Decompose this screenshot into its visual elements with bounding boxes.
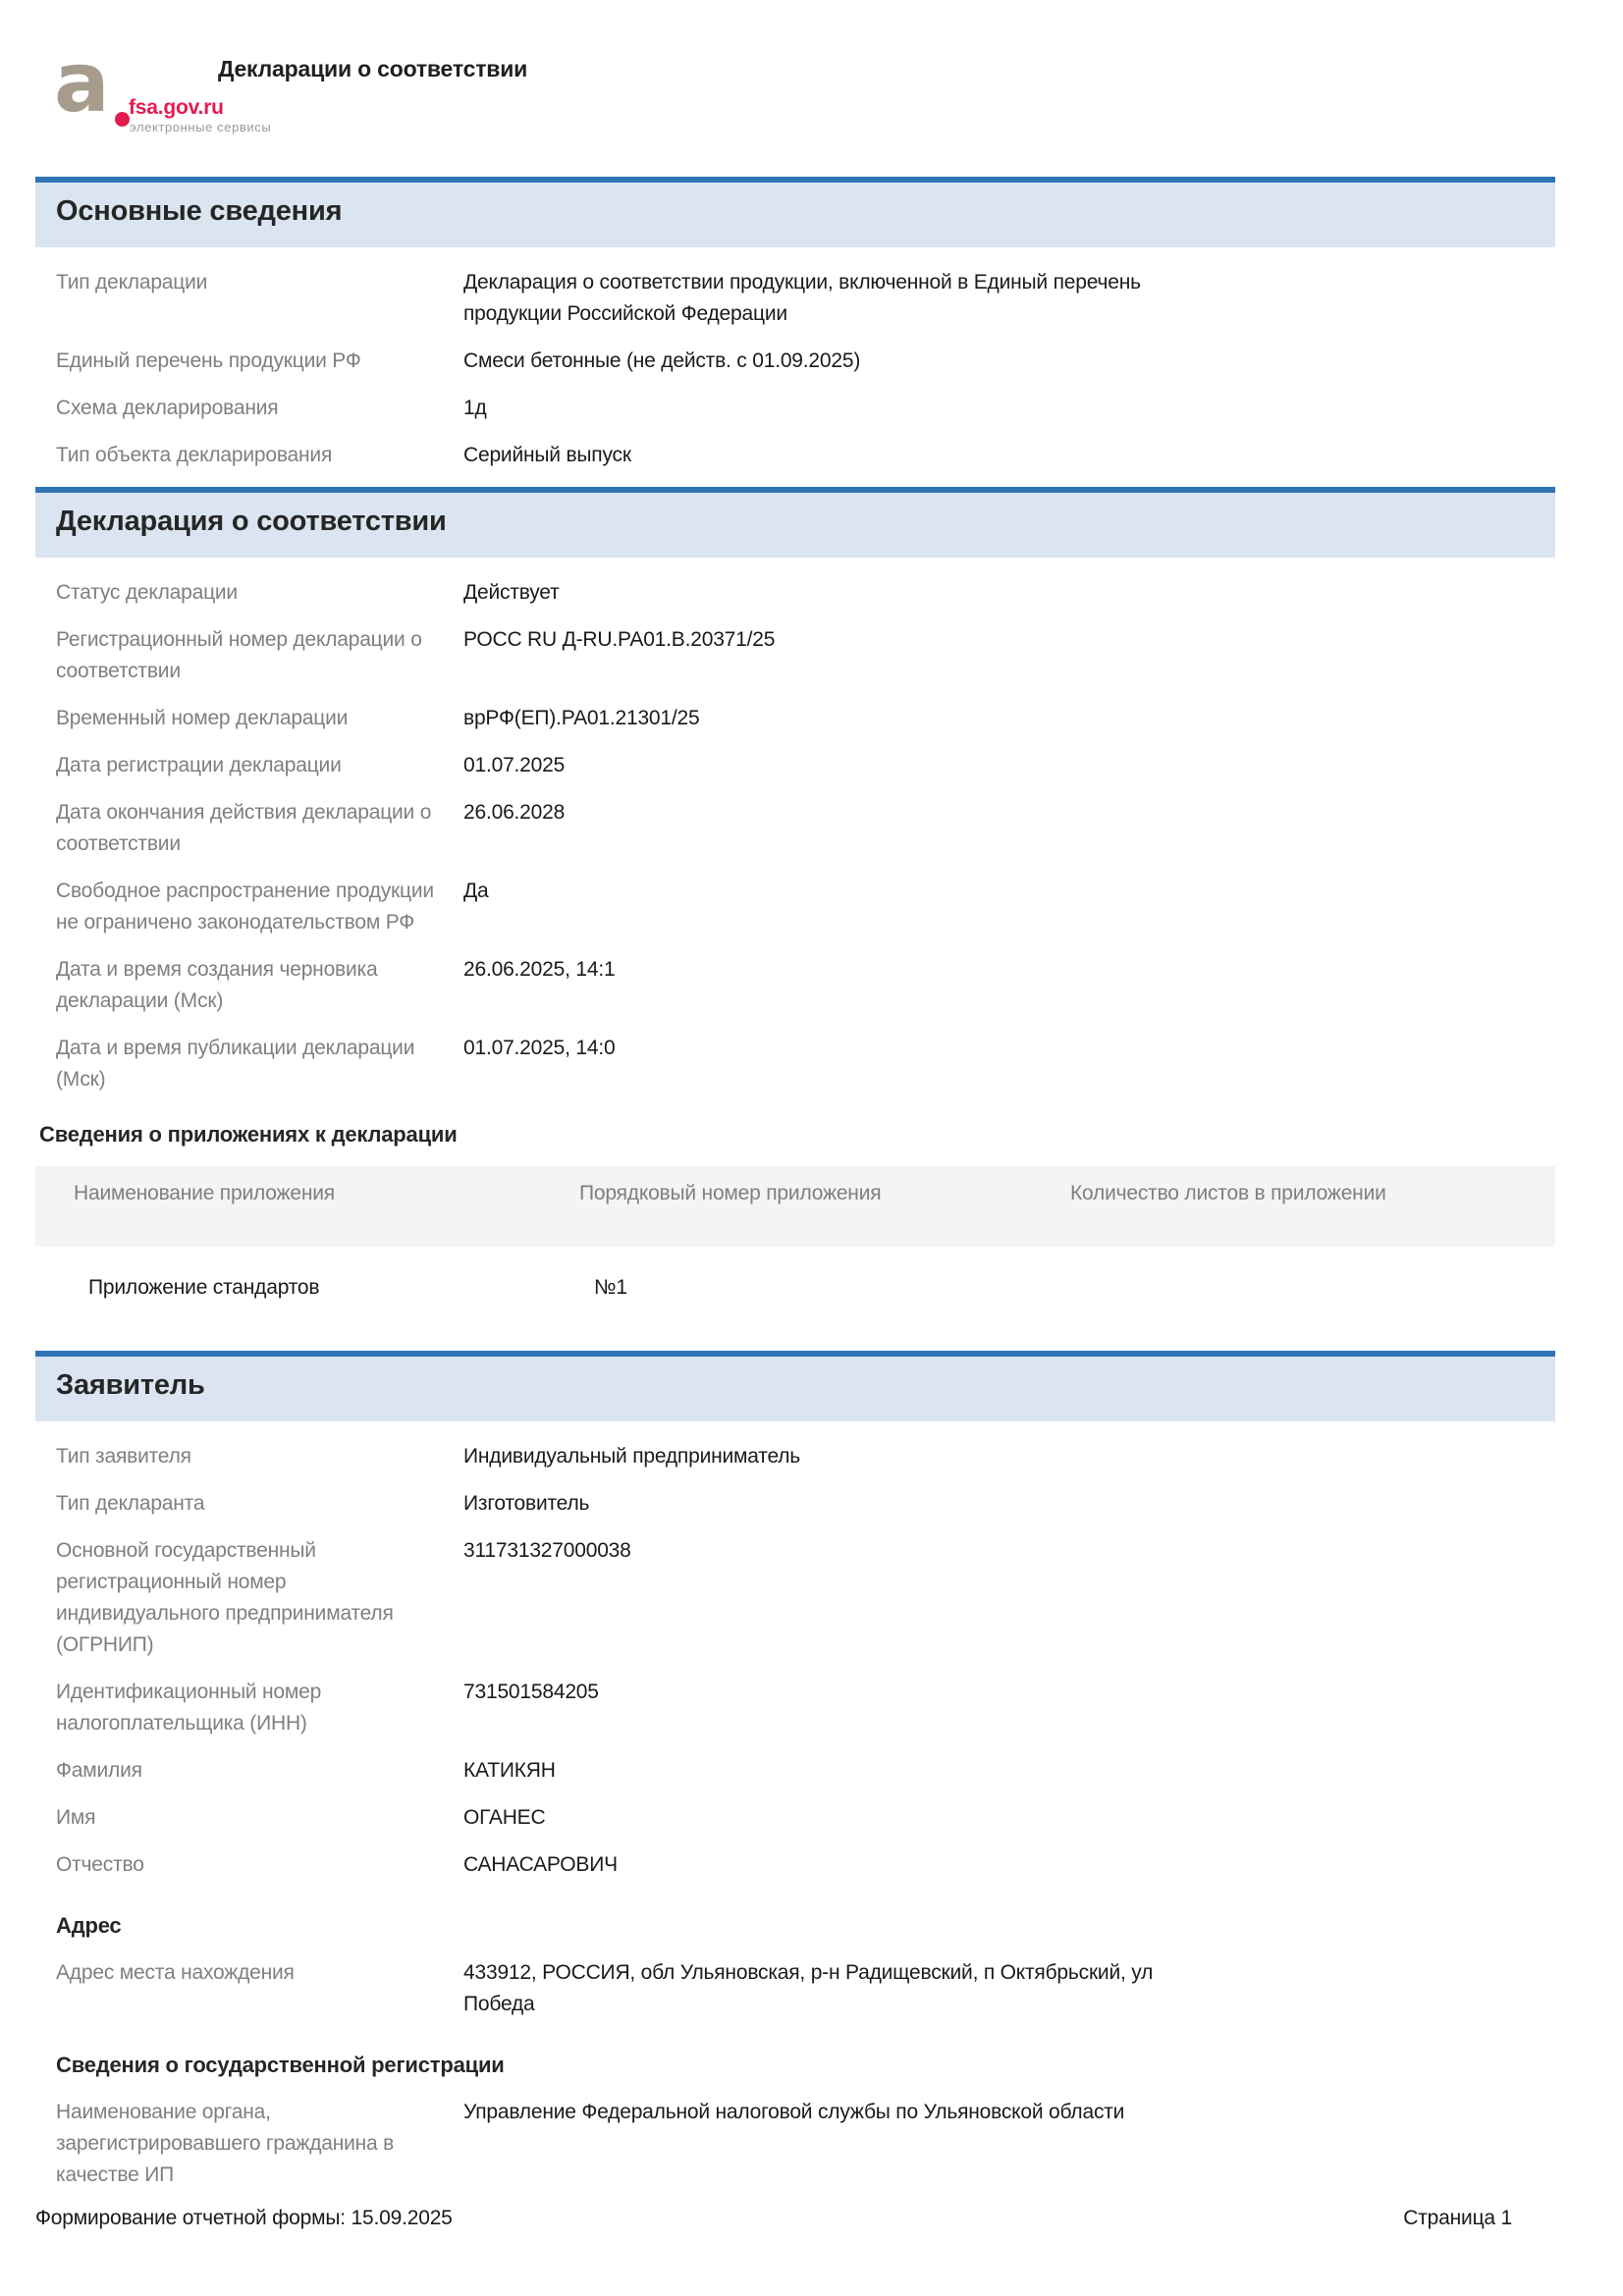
field-label: Схема декларирования bbox=[56, 397, 279, 419]
column-header: Порядковый номер приложения bbox=[579, 1182, 882, 1204]
document-header bbox=[0, 0, 1623, 177]
section-header-declaration bbox=[35, 487, 1555, 558]
field-row bbox=[56, 1849, 1555, 1881]
field-label: Адрес места нахождения bbox=[56, 1961, 295, 1984]
logo-dot-icon bbox=[115, 112, 130, 127]
field-value: врРФ(ЕП).РА01.21301/25 bbox=[463, 707, 700, 729]
attachments-heading: Сведения о приложениях к декларации bbox=[39, 1122, 458, 1147]
field-row bbox=[56, 1033, 1555, 1095]
field-value: Декларация о соответствии продукции, включенной в Единый перечень продукции Российской Федерации bbox=[463, 271, 1141, 325]
registration-heading: Сведения о государственной регистрации bbox=[56, 2053, 505, 2077]
field-label: Идентификационный номер налогоплательщика (ИНН) bbox=[56, 1681, 322, 1735]
field-row bbox=[56, 267, 1555, 330]
field-value: ОГАНЕС bbox=[463, 1806, 546, 1829]
field-label: Фамилия bbox=[56, 1759, 142, 1782]
field-label: Имя bbox=[56, 1806, 96, 1829]
section-title: Декларация о соответствии bbox=[56, 506, 447, 537]
field-value: 433912, РОССИЯ, обл Ульяновская, р-н Радищевский, п Октябрьский, ул Победа bbox=[463, 1961, 1154, 2015]
logo-site-text: fsa.gov.ru bbox=[129, 96, 224, 119]
field-row bbox=[56, 393, 1555, 424]
section-applicant-rows bbox=[35, 1421, 1555, 1881]
address-rows bbox=[35, 1957, 1555, 2020]
field-row bbox=[56, 1677, 1555, 1739]
field-value: Изготовитель bbox=[463, 1492, 590, 1515]
field-row bbox=[56, 1488, 1555, 1520]
field-value: Смеси бетонные (не действ. с 01.09.2025) bbox=[463, 349, 861, 372]
footer-generated-date: Формирование отчетной формы: 15.09.2025 bbox=[35, 2207, 453, 2229]
field-value: 1д bbox=[463, 397, 487, 419]
field-label: Временный номер декларации bbox=[56, 707, 349, 729]
registration-rows bbox=[35, 2097, 1555, 2191]
field-value: Серийный выпуск bbox=[463, 444, 631, 466]
section-title: Заявитель bbox=[56, 1369, 205, 1401]
column-header: Наименование приложения bbox=[74, 1182, 335, 1204]
field-row bbox=[56, 797, 1555, 860]
field-row bbox=[56, 1441, 1555, 1472]
field-row bbox=[56, 954, 1555, 1017]
attachment-number: №1 bbox=[594, 1276, 627, 1299]
footer-page-number: Страница 1 bbox=[1403, 2207, 1512, 2229]
field-label: Тип объекта декларирования bbox=[56, 444, 333, 466]
field-row bbox=[56, 2097, 1555, 2191]
field-value: Управление Федеральной налоговой службы по Ульяновской области bbox=[463, 2101, 1125, 2123]
field-row bbox=[56, 1755, 1555, 1787]
section-title: Основные сведения bbox=[56, 195, 343, 227]
field-row bbox=[56, 346, 1555, 377]
column-header: Количество листов в приложении bbox=[1070, 1182, 1386, 1204]
field-value: 311731327000038 bbox=[463, 1539, 631, 1562]
field-label: Дата окончания действия декларации о соответствии bbox=[56, 801, 432, 855]
field-row bbox=[56, 1957, 1555, 2020]
field-row bbox=[56, 1535, 1555, 1661]
section-header-applicant bbox=[35, 1351, 1555, 1421]
field-value: Индивидуальный предприниматель bbox=[463, 1445, 801, 1468]
field-label: Статус декларации bbox=[56, 581, 238, 604]
section-header-main bbox=[35, 177, 1555, 247]
attachments-table-header bbox=[35, 1166, 1555, 1247]
attachment-name: Приложение стандартов bbox=[88, 1276, 320, 1299]
field-value: Да bbox=[463, 880, 489, 902]
address-heading: Адрес bbox=[56, 1913, 122, 1938]
field-label: Основной государственный регистрационный номер индивидуального предпринимателя (ОГРНИП) bbox=[56, 1539, 394, 1656]
field-label: Тип декларации bbox=[56, 271, 208, 294]
section-declaration-rows bbox=[35, 558, 1555, 1095]
document-content bbox=[35, 177, 1555, 2191]
page-title: Декларации о соответствии bbox=[218, 56, 528, 81]
field-value: 26.06.2028 bbox=[463, 801, 566, 824]
field-value: Действует bbox=[463, 581, 560, 604]
field-label: Тип декларанта bbox=[56, 1492, 205, 1515]
logo-tagline: электронные сервисы bbox=[130, 120, 272, 134]
field-value: 731501584205 bbox=[463, 1681, 599, 1703]
field-row bbox=[56, 1802, 1555, 1834]
attachment-sheets bbox=[1032, 1272, 1555, 1304]
fsa-logo-icon: а bbox=[54, 34, 110, 131]
field-label: Дата регистрации декларации bbox=[56, 754, 342, 776]
table-row bbox=[35, 1272, 1555, 1304]
field-row bbox=[56, 750, 1555, 781]
field-label: Регистрационный номер декларации о соответствии bbox=[56, 628, 422, 682]
field-value: САНАСАРОВИЧ bbox=[463, 1853, 618, 1876]
field-value: РОСС RU Д-RU.РА01.В.20371/25 bbox=[463, 628, 776, 651]
field-label: Единый перечень продукции РФ bbox=[56, 349, 361, 372]
field-value: 26.06.2025, 14:1 bbox=[463, 958, 616, 981]
field-row bbox=[56, 440, 1555, 471]
field-label: Отчество bbox=[56, 1853, 144, 1876]
field-label: Наименование органа, зарегистрировавшего гражданина в качестве ИП bbox=[56, 2101, 395, 2186]
field-label: Дата и время создания черновика декларации (Мск) bbox=[56, 958, 378, 1012]
field-row bbox=[56, 624, 1555, 687]
section-main-rows bbox=[35, 247, 1555, 471]
field-row bbox=[56, 703, 1555, 734]
document-footer bbox=[35, 2207, 1512, 2230]
field-label: Тип заявителя bbox=[56, 1445, 191, 1468]
field-row bbox=[56, 577, 1555, 609]
field-value: КАТИКЯН bbox=[463, 1759, 556, 1782]
field-row bbox=[56, 876, 1555, 938]
field-label: Дата и время публикации декларации (Мск) bbox=[56, 1037, 415, 1091]
field-value: 01.07.2025, 14:0 bbox=[463, 1037, 616, 1059]
field-label: Свободное распространение продукции не ограничено законодательством РФ bbox=[56, 880, 434, 934]
field-value: 01.07.2025 bbox=[463, 754, 566, 776]
